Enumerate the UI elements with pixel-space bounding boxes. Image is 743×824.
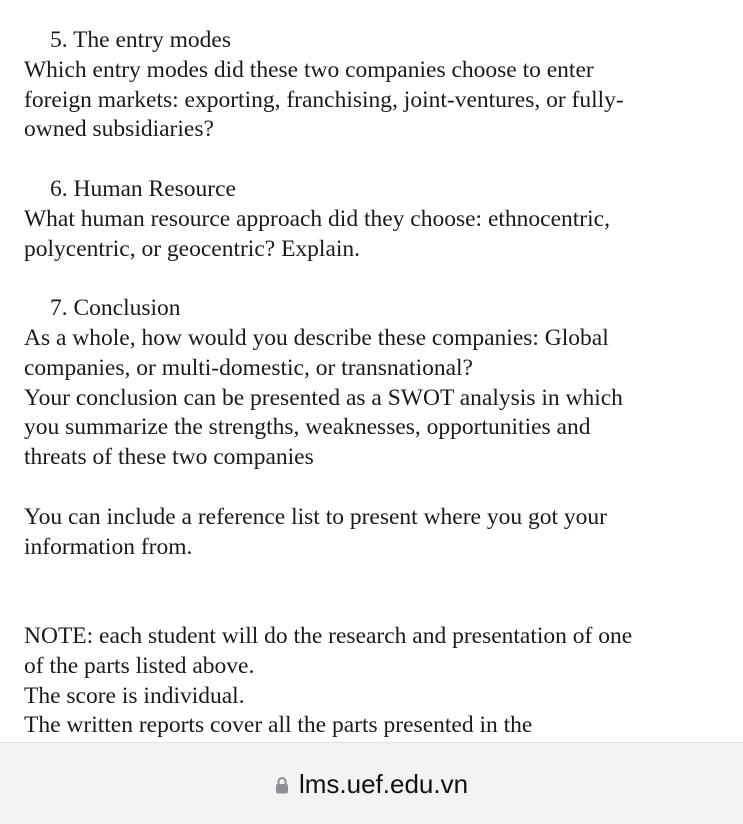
section-5-line-1: Which entry modes did these two companies choose to enter	[24, 56, 594, 83]
section-5-line-2: foreign markets: exporting, franchising, joint-ventures, or fully-	[24, 86, 624, 113]
section-7-line-1: As a whole, how would you describe these companies: Global	[24, 324, 609, 351]
section-7-line-2: companies, or multi-domestic, or transnational?	[24, 354, 473, 381]
document-content	[24, 26, 724, 741]
section-6-heading: 6. Human Resource	[50, 175, 236, 202]
section-7-line-5: threats of these two companies	[24, 444, 314, 471]
url-display[interactable]	[0, 769, 743, 799]
section-6-line-2: polycentric, or geocentric? Explain.	[24, 235, 361, 262]
url-text: lms.uef.edu.vn	[298, 769, 469, 799]
note-line-2: of the parts listed above.	[24, 652, 255, 679]
reference-line-2: information from.	[24, 533, 193, 560]
browser-address-bar[interactable]	[0, 742, 743, 824]
note-line-3: The score is individual.	[24, 682, 245, 709]
section-7-line-3: Your conclusion can be presented as a SWOT analysis in which	[24, 384, 623, 411]
section-6-line-1: What human resource approach did they choose: ethnocentric,	[24, 205, 610, 232]
lock-icon	[275, 776, 289, 794]
section-5-line-3: owned subsidiaries?	[24, 116, 214, 143]
section-7-heading: 7. Conclusion	[50, 295, 181, 322]
reference-line-1: You can include a reference list to present where you got your	[24, 503, 607, 530]
section-5-heading: 5. The entry modes	[50, 27, 232, 53]
note-line-4: The written reports cover all the parts presented in the	[24, 712, 533, 739]
note-line-1: NOTE: each student will do the research and presentation of one	[24, 622, 633, 649]
section-7-line-4: you summarize the strengths, weaknesses, opportunities and	[24, 414, 591, 441]
